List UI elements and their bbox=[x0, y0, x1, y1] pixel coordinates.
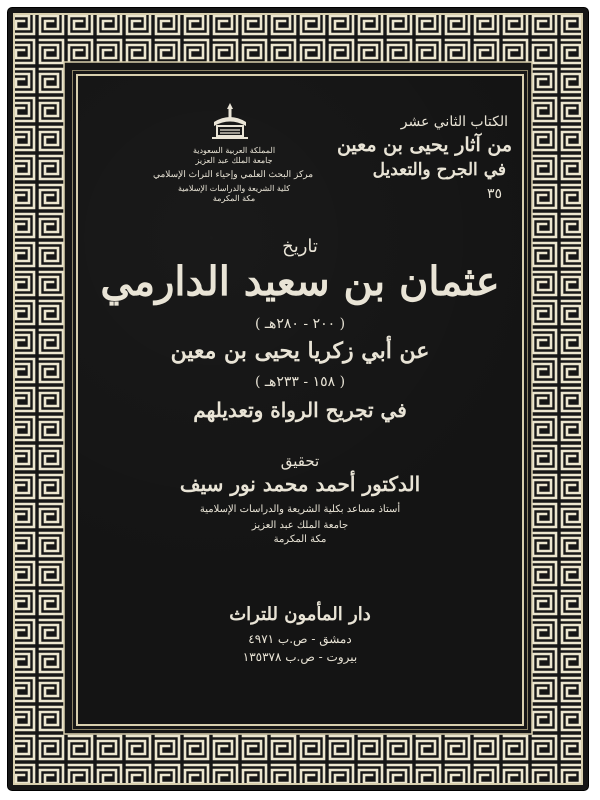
publisher-address-1: دمشق - ص.ب ٤٩٧١ bbox=[248, 632, 352, 646]
editor-label: تحقيق bbox=[280, 452, 320, 470]
series-line-1: الكتاب الثاني عشر bbox=[400, 114, 508, 130]
publisher-address-2: بيروت - ص.ب ١٣٥٣٧٨ bbox=[242, 650, 358, 664]
editor-affiliation-1: أستاذ مساعد بكلية الشريعة والدراسات الإسلامية bbox=[199, 504, 401, 515]
university-emblem-icon bbox=[208, 100, 252, 144]
subject-dates: ( ١٥٨ - ٢٣٣هـ ) bbox=[254, 374, 346, 390]
series-line-2: من آثار يحيى بن معين bbox=[336, 134, 512, 156]
author-dates: ( ٢٠٠ - ٢٨٠هـ ) bbox=[254, 316, 346, 332]
book-subject: في تجريح الرواة وتعديلهم bbox=[193, 398, 407, 422]
publisher-block-line-3: مركز البحث العلمي وإحياء التراث الإسلامي bbox=[152, 170, 314, 180]
series-line-3: في الجرح والتعديل bbox=[372, 160, 506, 180]
book-title: عثمان بن سعيد الدارمي bbox=[100, 258, 500, 305]
series-number: ٣٥ bbox=[486, 186, 502, 202]
title-prefix: تاريخ bbox=[282, 236, 318, 257]
book-cover bbox=[8, 8, 588, 790]
editor-affiliation-2: جامعة الملك عبد العزيز bbox=[251, 520, 349, 531]
cover-panel bbox=[76, 74, 524, 726]
editor-affiliation-3: مكة المكرمة bbox=[273, 534, 327, 545]
publisher-block-line-2: جامعة الملك عبد العزيز bbox=[195, 156, 273, 165]
publisher-block-line-1: المملكة العربية السعودية bbox=[192, 146, 276, 155]
book-subtitle: عن أبي زكريا يحيى بن معين bbox=[170, 338, 430, 364]
publisher-name: دار المأمون للتراث bbox=[229, 604, 371, 625]
publisher-block-line-4: كلية الشريعة والدراسات الإسلامية bbox=[177, 184, 291, 193]
editor-name: الدكتور أحمد محمد نور سيف bbox=[179, 472, 421, 496]
publisher-block-line-5: مكة المكرمة bbox=[212, 194, 256, 203]
